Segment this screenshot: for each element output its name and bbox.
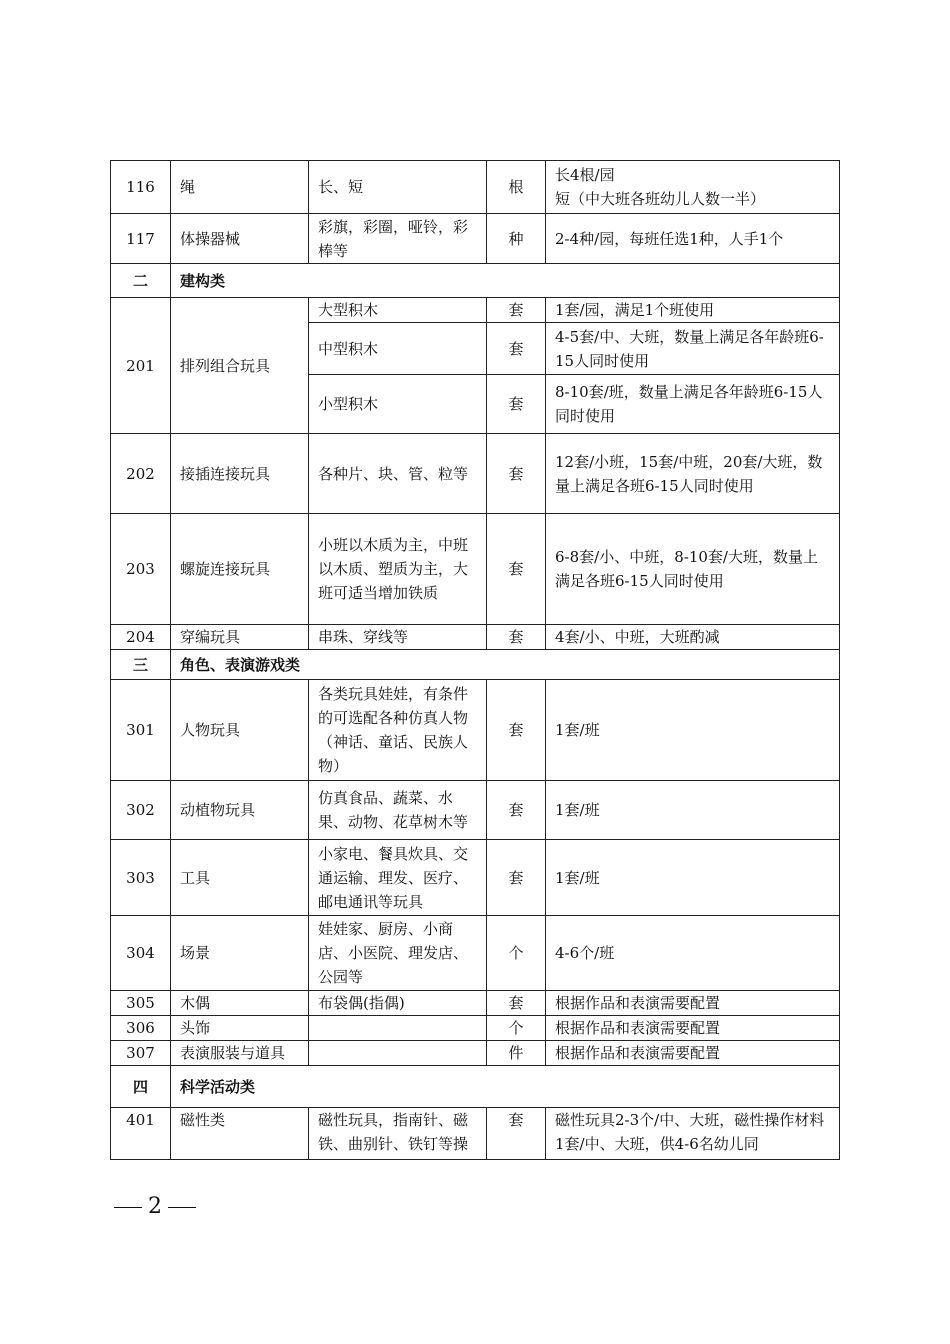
- table-row: [111, 161, 840, 214]
- item-code: 304: [111, 916, 171, 991]
- item-spec: 各种片、块、管、粒等: [309, 434, 487, 514]
- item-quantity: 4-6个/班: [546, 916, 840, 991]
- item-code: 117: [111, 214, 171, 264]
- item-code: 401: [111, 1108, 171, 1160]
- section-title: 建构类: [171, 264, 840, 298]
- item-spec: 各类玩具娃娃，有条件的可选配各种仿真人物（神话、童话、民族人物）: [309, 680, 487, 781]
- item-name: 动植物玩具: [171, 781, 309, 840]
- item-quantity: 4套/小、中班，大班酌减: [546, 625, 840, 650]
- item-code: 305: [111, 991, 171, 1016]
- item-unit: 套: [487, 680, 546, 781]
- item-unit: 套: [487, 625, 546, 650]
- item-quantity: 1套/班: [546, 680, 840, 781]
- item-unit: 套: [487, 298, 546, 323]
- item-code: 203: [111, 514, 171, 625]
- item-unit: 根: [487, 161, 546, 214]
- item-name: 螺旋连接玩具: [171, 514, 309, 625]
- item-name: 人物玩具: [171, 680, 309, 781]
- table-row: [111, 514, 840, 625]
- page-number-footer: [0, 1194, 310, 1219]
- item-unit: 件: [487, 1041, 546, 1066]
- section-number: 三: [111, 650, 171, 680]
- item-name: 绳: [171, 161, 309, 214]
- item-quantity: 2-4种/园，每班任选1种，人手1个: [546, 214, 840, 264]
- item-code: 306: [111, 1016, 171, 1041]
- table-row: [111, 434, 840, 514]
- item-quantity: 根据作品和表演需要配置: [546, 991, 840, 1016]
- footer-dash-left: [114, 1207, 142, 1208]
- item-name: 接插连接玩具: [171, 434, 309, 514]
- item-name: 排列组合玩具: [171, 298, 309, 434]
- item-code: 301: [111, 680, 171, 781]
- item-code: 302: [111, 781, 171, 840]
- item-quantity: 8-10套/班，数量上满足各年龄班6-15人同时使用: [546, 375, 840, 434]
- item-code: 201: [111, 298, 171, 434]
- item-code: 116: [111, 161, 171, 214]
- section-header-row: [111, 650, 840, 680]
- item-spec: 中型积木: [309, 323, 487, 375]
- item-name: 体操器械: [171, 214, 309, 264]
- item-unit: 个: [487, 916, 546, 991]
- section-title: 科学活动类: [171, 1066, 840, 1108]
- item-spec: 小型积木: [309, 375, 487, 434]
- section-header-row: [111, 264, 840, 298]
- page-number: 2: [148, 1194, 162, 1219]
- table-row: [111, 916, 840, 991]
- item-quantity: 长4根/园 短（中大班各班幼儿人数一半）: [546, 161, 840, 214]
- item-unit: 套: [487, 840, 546, 916]
- item-spec: [309, 1041, 487, 1066]
- item-unit: 套: [487, 514, 546, 625]
- item-name: 头饰: [171, 1016, 309, 1041]
- item-name: 木偶: [171, 991, 309, 1016]
- item-quantity: 根据作品和表演需要配置: [546, 1016, 840, 1041]
- item-spec: 布袋偶(指偶): [309, 991, 487, 1016]
- item-unit: 套: [487, 375, 546, 434]
- item-quantity: 1套/班: [546, 840, 840, 916]
- item-name: 穿编玩具: [171, 625, 309, 650]
- item-quantity: 1套/班: [546, 781, 840, 840]
- section-title: 角色、表演游戏类: [171, 650, 840, 680]
- item-name: 工具: [171, 840, 309, 916]
- item-quantity: 4-5套/中、大班，数量上满足各年龄班6-15人同时使用: [546, 323, 840, 375]
- item-quantity: 根据作品和表演需要配置: [546, 1041, 840, 1066]
- table-row: [111, 991, 840, 1016]
- item-code: 202: [111, 434, 171, 514]
- equipment-table: [110, 160, 840, 1160]
- item-quantity: 6-8套/小、中班，8-10套/大班，数量上满足各班6-15人同时使用: [546, 514, 840, 625]
- section-number: 四: [111, 1066, 171, 1108]
- section-header-row: [111, 1066, 840, 1108]
- item-spec: 串珠、穿线等: [309, 625, 487, 650]
- item-spec: 小班以木质为主，中班以木质、塑质为主，大班可适当增加铁质: [309, 514, 487, 625]
- table-row: [111, 781, 840, 840]
- item-code: 303: [111, 840, 171, 916]
- item-spec: 仿真食品、蔬菜、水果、动物、花草树木等: [309, 781, 487, 840]
- table-row: [111, 1108, 840, 1160]
- item-quantity: 磁性玩具2-3个/中、大班，磁性操作材料1套/中、大班，供4-6名幼儿同: [546, 1108, 840, 1160]
- item-spec: 小家电、餐具炊具、交通运输、理发、医疗、邮电通讯等玩具: [309, 840, 487, 916]
- table-row: [111, 840, 840, 916]
- item-spec: 彩旗，彩圈，哑铃，彩棒等: [309, 214, 487, 264]
- table-row: [111, 298, 840, 323]
- item-spec: 长、短: [309, 161, 487, 214]
- item-quantity: 12套/小班，15套/中班，20套/大班，数量上满足各班6-15人同时使用: [546, 434, 840, 514]
- item-unit: 套: [487, 1108, 546, 1160]
- item-code: 307: [111, 1041, 171, 1066]
- table-row: [111, 1016, 840, 1041]
- item-unit: 套: [487, 781, 546, 840]
- footer-dash-right: [168, 1207, 196, 1208]
- item-unit: 个: [487, 1016, 546, 1041]
- item-spec: [309, 1016, 487, 1041]
- table-row: [111, 680, 840, 781]
- item-name: 表演服装与道具: [171, 1041, 309, 1066]
- table-row: [111, 625, 840, 650]
- item-spec: 磁性玩具，指南针、磁铁、曲别针、铁钉等操: [309, 1108, 487, 1160]
- item-unit: 套: [487, 434, 546, 514]
- item-name: 场景: [171, 916, 309, 991]
- item-spec: 娃娃家、厨房、小商店、小医院、理发店、公园等: [309, 916, 487, 991]
- item-name: 磁性类: [171, 1108, 309, 1160]
- table-row: [111, 214, 840, 264]
- item-unit: 套: [487, 991, 546, 1016]
- item-unit: 种: [487, 214, 546, 264]
- table-row: [111, 1041, 840, 1066]
- section-number: 二: [111, 264, 171, 298]
- item-spec: 大型积木: [309, 298, 487, 323]
- item-unit: 套: [487, 323, 546, 375]
- item-code: 204: [111, 625, 171, 650]
- item-quantity: 1套/园，满足1个班使用: [546, 298, 840, 323]
